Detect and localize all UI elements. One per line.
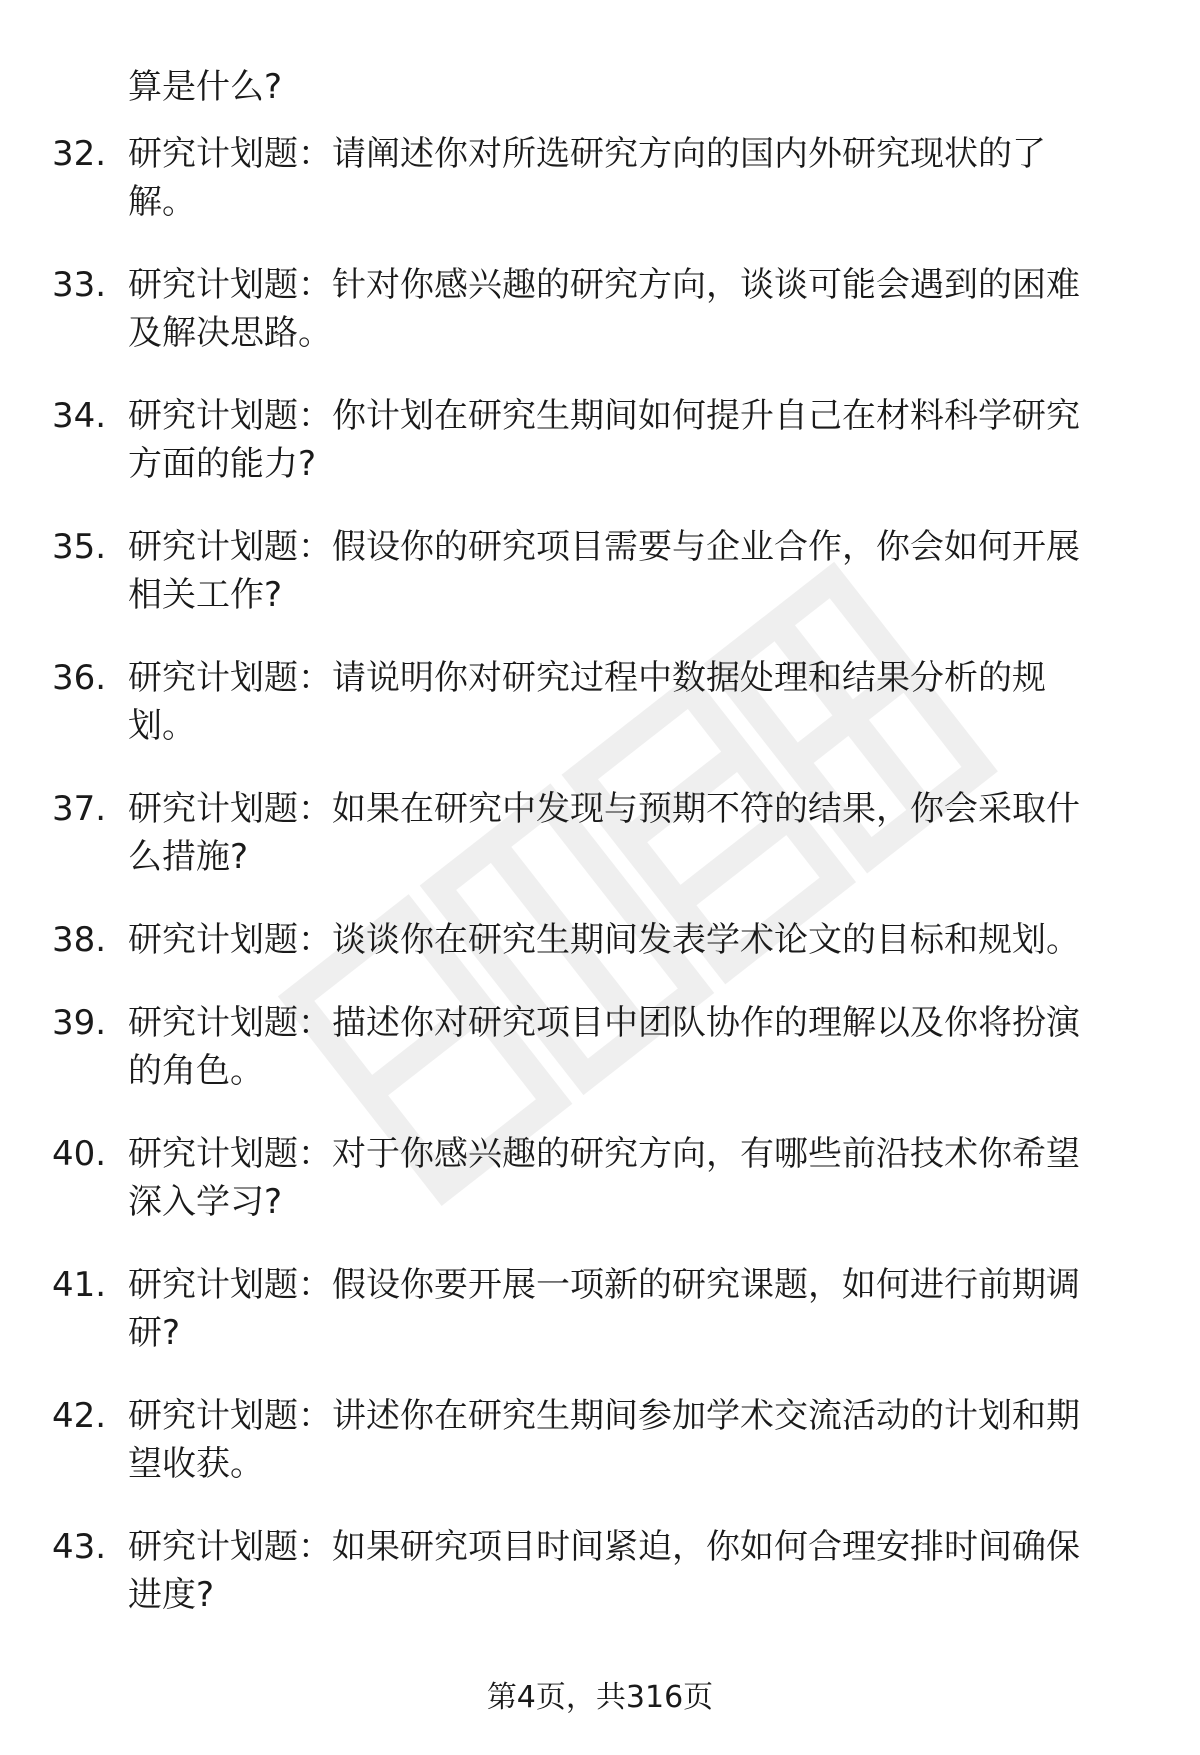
question-text-line1: 研究计划题：对于你感兴趣的研究方向，有哪些前沿技术你希望 (128, 1134, 1080, 1174)
question-text-line2: 深入学习? (128, 1182, 283, 1222)
question-item (0, 784, 1200, 915)
question-text-line1: 研究计划题：针对你感兴趣的研究方向，谈谈可能会遇到的困难 (128, 265, 1080, 305)
question-text-line1: 研究计划题：假设你的研究项目需要与企业合作，你会如何开展 (128, 527, 1080, 567)
question-item (0, 1129, 1200, 1260)
question-number: 33. (52, 265, 107, 305)
continuation-text: 算是什么? (128, 67, 283, 107)
question-text-line1: 研究计划题：请阐述你对所选研究方向的国内外研究现状的了 (128, 134, 1046, 174)
question-number: 34. (52, 396, 107, 436)
question-text-line1: 研究计划题：请说明你对研究过程中数据处理和结果分析的规 (128, 658, 1046, 698)
question-text-line2: 研? (128, 1313, 181, 1353)
question-text-line2: 的角色。 (128, 1051, 264, 1091)
question-number: 40. (52, 1134, 107, 1174)
question-item (0, 998, 1200, 1129)
question-item (0, 915, 1200, 998)
question-text-line2: 进度? (128, 1575, 215, 1615)
question-text-line1: 研究计划题：讲述你在研究生期间参加学术交流活动的计划和期 (128, 1396, 1080, 1436)
question-number: 41. (52, 1265, 107, 1305)
question-text-line2: 么措施? (128, 837, 249, 877)
question-item (0, 391, 1200, 522)
question-text-line1: 研究计划题：如果在研究中发现与预期不符的结果，你会采取什 (128, 789, 1080, 829)
question-text-line2: 及解决思路。 (128, 313, 332, 353)
page-footer: 第4页，共316页 (486, 1680, 714, 1715)
question-text-line2: 划。 (128, 706, 196, 746)
question-item (0, 1260, 1200, 1391)
question-number: 37. (52, 789, 107, 829)
question-text-line1: 研究计划题：描述你对研究项目中团队协作的理解以及你将扮演 (128, 1003, 1080, 1043)
question-text-line1: 研究计划题：如果研究项目时间紧迫，你如何合理安排时间确保 (128, 1527, 1080, 1567)
question-text-line1: 研究计划题：假设你要开展一项新的研究课题，如何进行前期调 (128, 1265, 1080, 1305)
question-text-line2: 相关工作? (128, 575, 283, 615)
question-number: 42. (52, 1396, 107, 1436)
question-text-line2: 方面的能力? (128, 444, 317, 484)
question-number: 39. (52, 1003, 107, 1043)
question-item (0, 653, 1200, 784)
question-number: 38. (52, 920, 107, 960)
question-text-line2: 解。 (128, 182, 196, 222)
question-number: 32. (52, 134, 107, 174)
question-item (0, 129, 1200, 260)
question-item (0, 522, 1200, 653)
question-number: 36. (52, 658, 107, 698)
question-number: 35. (52, 527, 107, 567)
question-item (0, 1522, 1200, 1653)
question-list (0, 129, 1200, 1653)
question-text-line1: 研究计划题：谈谈你在研究生期间发表学术论文的目标和规划。 (128, 920, 1080, 960)
question-item (0, 1391, 1200, 1522)
question-number: 43. (52, 1527, 107, 1567)
question-text-line2: 望收获。 (128, 1444, 264, 1484)
question-text-line1: 研究计划题：你计划在研究生期间如何提升自己在材料科学研究 (128, 396, 1080, 436)
question-item (0, 260, 1200, 391)
